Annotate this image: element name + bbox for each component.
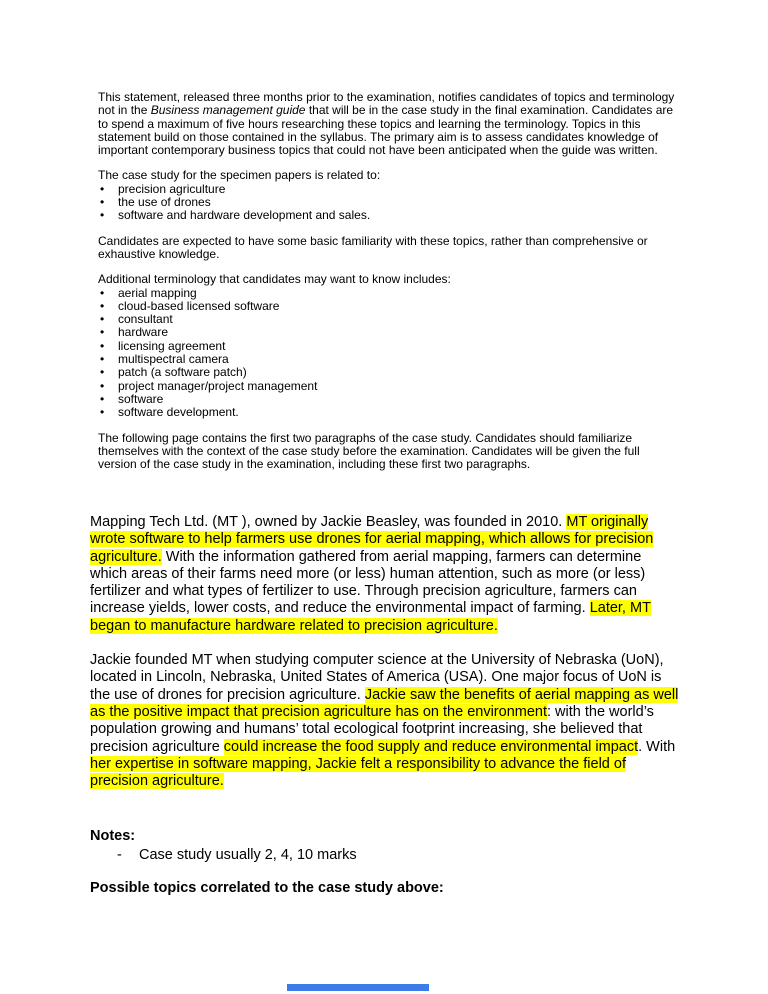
case-study-paragraph-1 — [90, 514, 680, 635]
list-item — [98, 340, 676, 353]
list-item-text: precision agriculture — [118, 181, 226, 196]
bullet-icon: • — [100, 365, 105, 380]
list-item — [98, 406, 676, 419]
highlighted-text: could increase the food supply and reduce environmental impact — [223, 738, 639, 755]
case-study-block — [90, 514, 680, 807]
page-bottom-blue-bar — [287, 984, 429, 991]
possible-topics-heading: Possible topics correlated to the case study above: — [90, 880, 444, 896]
list-item — [98, 326, 676, 339]
bullet-icon: • — [100, 405, 105, 420]
list-item — [98, 313, 676, 326]
bullet-icon: • — [100, 325, 105, 340]
list-item-text: licensing agreement — [118, 338, 226, 353]
bullet-icon: • — [100, 195, 105, 210]
list-item — [98, 353, 676, 366]
statement-paragraph — [98, 91, 676, 157]
notes-item-text: Case study usually 2, 4, 10 marks — [139, 846, 357, 863]
bullet-icon: • — [100, 181, 105, 196]
list-item-text: aerial mapping — [118, 285, 197, 300]
list-item — [98, 380, 676, 393]
list-item-text: software — [118, 391, 164, 406]
text-segment: Business management guide — [150, 103, 306, 118]
text-segment: Mapping Tech Ltd. (MT ), owned by Jackie Beasley, was founded in 2010. — [90, 514, 567, 530]
list-item-text: software and hardware development and sales. — [118, 208, 371, 223]
notes-label: Notes: — [90, 828, 136, 844]
list-item-text: hardware — [118, 325, 169, 340]
related-topics-list — [98, 183, 676, 223]
text-segment: that will be in the case study in the final examination. Candidates are to spend a maximum of five hours researching these topics and learning the terminology. Topics in this statement build on those contained in the syllabus. The primary aim is to assess candidates knowledge of important contemporary business topics that could not have been anticipated when the guide was written. — [98, 103, 674, 158]
terminology-list — [98, 287, 676, 420]
familiarity-paragraph: Candidates are expected to have some basic familiarity with these topics, rather than comprehensive or exhaustive knowledge. — [98, 233, 648, 261]
highlighted-text: MT originally wrote software to help farmers use drones for aerial mapping, which allows for precision agriculture. — [90, 514, 654, 565]
list-item-text: the use of drones — [118, 195, 211, 210]
bullet-icon: • — [100, 352, 105, 367]
bullet-icon: • — [100, 312, 105, 327]
bullet-icon: • — [100, 298, 105, 313]
list-item-text: patch (a software patch) — [118, 365, 247, 380]
text-segment: . With — [638, 738, 676, 755]
list-item — [98, 393, 676, 406]
list-item — [98, 209, 676, 222]
bullet-icon: • — [100, 378, 105, 393]
dash-bullet-icon: - — [117, 846, 122, 863]
bullet-icon: • — [100, 285, 105, 300]
list-item — [98, 287, 676, 300]
notes-section — [90, 827, 680, 864]
highlighted-text: Later, MT began to manufacture hardware related to precision agriculture. — [90, 600, 651, 634]
notes-item — [90, 846, 680, 865]
text-segment: With the information gathered from aerial mapping, farmers can determine which areas of their farms need more (or less) human attention, such as more (or less) fertilizer and what types of fertilizer to use. Through precision agriculture, farmers can increase yields, lower costs, and reduce the environmental impact of farming. — [90, 548, 646, 617]
list-item — [98, 183, 676, 196]
highlighted-text: her expertise in software mapping, Jackie felt a responsibility to advance the field of precision agriculture. — [90, 755, 626, 790]
bullet-icon: • — [100, 391, 105, 406]
highlighted-text: Jackie saw the benefits of aerial mapping as well as the positive impact that precision agriculture has on the environment — [90, 686, 679, 720]
following-page-paragraph: The following page contains the first two paragraphs of the case study. Candidates should familiarize themselves with the context of the case study before the examination. Candidates will be given the full version of the case study in the examination, including these first two paragraphs. — [98, 430, 640, 472]
list-item-text: software development. — [118, 405, 239, 420]
bullet-icon: • — [100, 208, 105, 223]
list-item — [98, 196, 676, 209]
list-item-text: project manager/project management — [118, 378, 318, 393]
statement-intro-block — [98, 91, 676, 483]
list-item-text: multispectral camera — [118, 352, 229, 367]
text-segment: This statement, released three months prior to the examination, notifies candidates of topics and terminology not in the — [98, 90, 675, 118]
list-item-text: cloud-based licensed software — [118, 298, 280, 313]
bullet-icon: • — [100, 338, 105, 353]
related-intro-line: The case study for the specimen papers is related to: — [98, 168, 381, 183]
text-segment: Jackie founded MT when studying computer science at the University of Nebraska (UoN), located in Lincoln, Nebraska, United States of America (USA). One major focus of UoN is the use of drones for precision agriculture. — [90, 652, 664, 703]
terminology-intro-line: Additional terminology that candidates may want to know includes: — [98, 272, 451, 287]
case-study-paragraph-2 — [90, 652, 680, 790]
list-item — [98, 300, 676, 313]
list-item — [98, 366, 676, 379]
text-segment: : with the world’s population growing and humans’ total ecological footprint increasing, she believed that precision agriculture — [90, 703, 654, 755]
list-item-text: consultant — [118, 312, 173, 327]
